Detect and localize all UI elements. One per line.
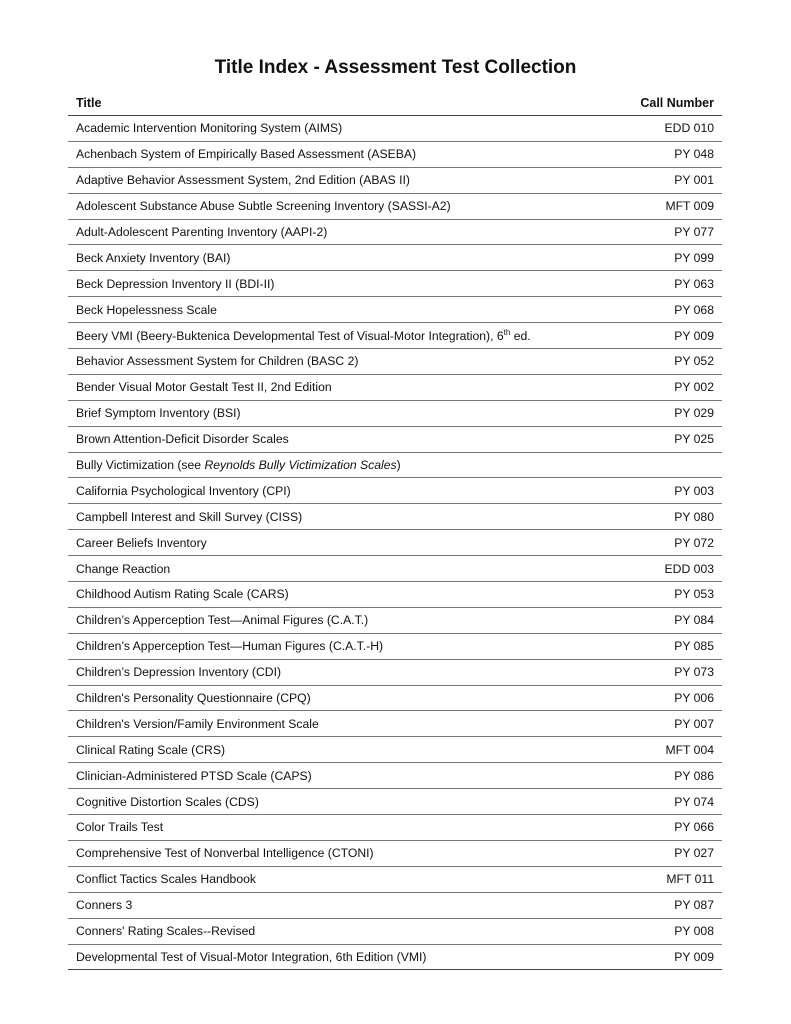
row-call-number: EDD 003 bbox=[664, 561, 714, 576]
table-row bbox=[68, 194, 722, 220]
row-call-number: PY 009 bbox=[674, 328, 714, 343]
row-title: Developmental Test of Visual-Motor Integration, 6th Edition (VMI) bbox=[76, 949, 427, 964]
table-row bbox=[68, 893, 722, 919]
table-body bbox=[68, 116, 722, 970]
row-title: Clinician-Administered PTSD Scale (CAPS) bbox=[76, 768, 312, 783]
row-title: Comprehensive Test of Nonverbal Intelligence (CTONI) bbox=[76, 846, 374, 861]
row-call-number: PY 087 bbox=[674, 898, 714, 913]
row-call-number: PY 003 bbox=[674, 483, 714, 498]
page-title: Title Index - Assessment Test Collection bbox=[214, 57, 577, 78]
row-call-number: PY 029 bbox=[674, 406, 714, 421]
table-row bbox=[68, 323, 722, 349]
row-call-number: MFT 011 bbox=[666, 872, 714, 887]
row-call-number: PY 085 bbox=[674, 639, 714, 654]
row-call-number: PY 077 bbox=[674, 225, 714, 239]
row-title: Beck Hopelessness Scale bbox=[76, 302, 217, 317]
header-title: Title bbox=[76, 95, 102, 110]
table-row bbox=[68, 841, 722, 867]
row-call-number: PY 066 bbox=[674, 820, 714, 835]
table-row bbox=[68, 453, 722, 479]
row-call-number: PY 008 bbox=[674, 924, 714, 939]
row-title: Beck Anxiety Inventory (BAI) bbox=[76, 250, 231, 265]
row-title: Campbell Interest and Skill Survey (CISS) bbox=[76, 509, 303, 524]
row-title: Bender Visual Motor Gestalt Test II, 2nd Edition bbox=[76, 380, 332, 395]
table-row bbox=[68, 530, 722, 556]
table-row bbox=[68, 504, 722, 530]
table-row bbox=[68, 220, 722, 246]
row-call-number: EDD 010 bbox=[664, 121, 714, 136]
row-title: Conners 3 bbox=[76, 898, 133, 913]
row-title: Childhood Autism Rating Scale (CARS) bbox=[76, 587, 289, 602]
table-row bbox=[68, 660, 722, 686]
row-title: Cognitive Distortion Scales (CDS) bbox=[76, 794, 259, 809]
row-call-number: PY 006 bbox=[674, 691, 714, 706]
row-title: Color Trails Test bbox=[76, 820, 164, 835]
row-title: Conflict Tactics Scales Handbook bbox=[76, 872, 256, 887]
row-title: Brief Symptom Inventory (BSI) bbox=[76, 406, 241, 421]
table-row bbox=[68, 789, 722, 815]
table-row bbox=[68, 142, 722, 168]
table-row bbox=[68, 297, 722, 323]
row-call-number: PY 063 bbox=[674, 276, 714, 291]
table-row bbox=[68, 815, 722, 841]
row-title: Children’s Apperception Test—Animal Figures (C.A.T.) bbox=[76, 613, 369, 628]
table-header bbox=[68, 90, 722, 116]
table-row bbox=[68, 945, 722, 971]
table-row bbox=[68, 375, 722, 401]
row-title: Children's Version/Family Environment Scale bbox=[76, 716, 319, 731]
table-row bbox=[68, 919, 722, 945]
row-title: Children's Personality Questionnaire (CPQ) bbox=[76, 691, 311, 706]
row-call-number: PY 086 bbox=[674, 768, 714, 783]
row-title: Conners' Rating Scales--Revised bbox=[76, 924, 256, 939]
row-title: Behavior Assessment System for Children (BASC 2) bbox=[76, 354, 359, 369]
row-call-number: PY 025 bbox=[674, 432, 714, 447]
row-title: Bully Victimization (see Reynolds Bully Victimization Scales) bbox=[76, 458, 401, 473]
table-row bbox=[68, 763, 722, 789]
table-row bbox=[68, 116, 722, 142]
row-title: Beery VMI (Beery-Buktenica Developmental Test of Visual-Motor Integration), 6th ed. bbox=[76, 328, 531, 344]
table-row bbox=[68, 711, 722, 737]
table-row bbox=[68, 245, 722, 271]
row-call-number: PY 052 bbox=[674, 354, 714, 369]
row-call-number: PY 074 bbox=[674, 794, 714, 809]
row-title: Academic Intervention Monitoring System (AIMS) bbox=[76, 121, 343, 136]
row-title: Brown Attention-Deficit Disorder Scales bbox=[76, 432, 289, 447]
row-call-number: PY 099 bbox=[674, 250, 714, 265]
table-row bbox=[68, 737, 722, 763]
row-call-number: PY 072 bbox=[674, 535, 714, 550]
row-title: Clinical Rating Scale (CRS) bbox=[76, 742, 226, 757]
row-title: Children’s Apperception Test—Human Figures (C.A.T.-H) bbox=[76, 639, 384, 654]
row-call-number: PY 027 bbox=[674, 846, 714, 861]
table-row bbox=[68, 401, 722, 427]
row-title: Adolescent Substance Abuse Subtle Screening Inventory (SASSI-A2) bbox=[76, 199, 451, 214]
row-call-number: PY 073 bbox=[674, 665, 714, 680]
table-row bbox=[68, 867, 722, 893]
table-row bbox=[68, 427, 722, 453]
row-title: Career Beliefs Inventory bbox=[76, 535, 207, 550]
row-call-number: PY 002 bbox=[674, 380, 714, 395]
table-row bbox=[68, 582, 722, 608]
row-title: Adult-Adolescent Parenting Inventory (AAPI-2) bbox=[76, 225, 328, 239]
row-call-number: PY 053 bbox=[674, 587, 714, 602]
table-row bbox=[68, 686, 722, 712]
table-row bbox=[68, 271, 722, 297]
title-index-table bbox=[68, 90, 722, 970]
header-call-number: Call Number bbox=[640, 95, 714, 110]
row-title: Adaptive Behavior Assessment System, 2nd Edition (ABAS II) bbox=[76, 173, 410, 188]
table-row bbox=[68, 556, 722, 582]
table-row bbox=[68, 608, 722, 634]
row-call-number: MFT 004 bbox=[665, 742, 714, 757]
row-title: Beck Depression Inventory II (BDI-II) bbox=[76, 276, 275, 291]
row-call-number: PY 048 bbox=[674, 147, 714, 162]
row-call-number: MFT 009 bbox=[665, 199, 714, 214]
row-call-number: PY 001 bbox=[674, 173, 714, 188]
row-call-number: PY 009 bbox=[674, 949, 714, 964]
row-title: Children’s Depression Inventory (CDI) bbox=[76, 665, 282, 680]
table-row bbox=[68, 634, 722, 660]
row-call-number: PY 007 bbox=[674, 716, 714, 731]
table-row bbox=[68, 478, 722, 504]
row-title: California Psychological Inventory (CPI) bbox=[76, 483, 291, 498]
row-call-number: PY 068 bbox=[674, 302, 714, 317]
table-row bbox=[68, 349, 722, 375]
row-call-number: PY 084 bbox=[674, 613, 714, 628]
row-call-number: PY 080 bbox=[674, 509, 714, 524]
table-row bbox=[68, 168, 722, 194]
row-title: Change Reaction bbox=[76, 561, 171, 576]
row-title: Achenbach System of Empirically Based Assessment (ASEBA) bbox=[76, 147, 417, 162]
